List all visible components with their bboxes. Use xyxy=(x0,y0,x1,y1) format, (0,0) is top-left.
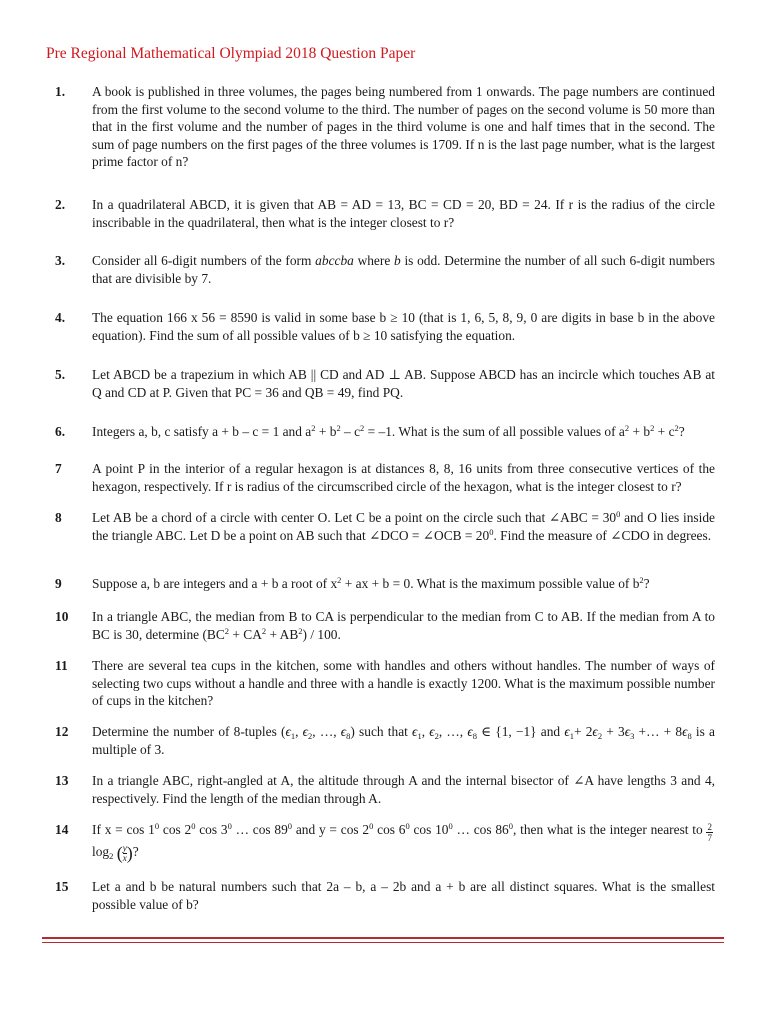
question-text: If $x = \cos 1^0$ $\cos 2^0$ $\cos 3^0$ … $\cos 89^0$ and $y = \cos 2^0$ $\cos 6^0$ $\cos 10^0$ … $\cos 86^0$, then what is the integer nearest to $\frac{2}{7}$ $\log_2$ ( $\frac{y}{x}$ )? xyxy=(92,821,712,863)
question-text: Integers a, b, c satisfy a + b – c = 1 and $a^2 + b^2 - c^2 = -1$. What is the sum of all possible values of $a^2 + b^2 + c^2$? xyxy=(92,423,685,439)
question-number: 2. xyxy=(55,197,66,212)
question-text: Let ABCD be a trapezium in which AB || CD and AD ⊥ AB. Suppose ABCD has an incircle which touches AB at Q and CD at P. Given that PC = 36 and QB = 49, find PQ. xyxy=(92,367,715,400)
question-11 xyxy=(55,657,715,710)
question-number: 12 xyxy=(55,724,69,739)
question-1 xyxy=(55,83,715,171)
question-number: 7 xyxy=(55,461,62,476)
question-14 xyxy=(55,821,715,863)
question-3 xyxy=(55,252,715,287)
question-text: The equation 166 x 56 = 8590 is valid in some base b ≥ 10 (that is 1, 6, 5, 8, 9, 0 are digits in base b in the above equation). Find the sum of all possible values of b ≥ 10 satisfying the equation. xyxy=(92,310,715,343)
question-text: A point P in the interior of a regular hexagon is at distances 8, 8, 16 units from three consecutive vertices of the hexagon, respectively. If r is radius of the circumscribed circle of the hexagon, what is the integer closest to r? xyxy=(92,461,715,494)
question-13 xyxy=(55,772,715,807)
question-text: In a triangle ABC, the median from B to CA is perpendicular to the median from C to AB. If the median from A to BC is 30, determine $(BC^2 + CA^2 + AB^2) / 100$. xyxy=(92,609,715,642)
question-12 xyxy=(55,723,715,758)
question-number: 11 xyxy=(55,658,68,673)
question-text: In a quadrilateral ABCD, it is given that AB = AD = 13, BC = CD = 20, BD = 24. If r is the radius of the circle inscribable in the quadrilateral, then what is the integer closest to r? xyxy=(92,197,715,230)
question-number: 4. xyxy=(55,310,66,325)
question-text: In a triangle ABC, right-angled at A, the altitude through A and the internal bisector of ∠A have lengths 3 and 4, respectively. Find the length of the median through A. xyxy=(92,773,715,806)
question-number: 5. xyxy=(55,367,66,382)
page-title: Pre Regional Mathematical Olympiad 2018 Question Paper xyxy=(46,45,416,62)
footer-rule-thin xyxy=(42,942,724,943)
question-10 xyxy=(55,608,715,643)
question-text: Consider all 6-digit numbers of the form abccba where b is odd. Determine the number of all such 6-digit numbers that are divisible by 7. xyxy=(92,253,715,286)
question-text: Let AB be a chord of a circle with center O. Let C be a point on the circle such that ∠ABC = $30^0$ and O lies inside the triangle ABC. Let D be a point on AB such that ∠DCO = ∠OCB = $20^0$. Find the measure of ∠CDO in degrees. xyxy=(92,509,715,543)
question-number: 13 xyxy=(55,773,69,788)
question-5 xyxy=(55,366,715,401)
question-6 xyxy=(55,423,715,441)
question-number: 10 xyxy=(55,609,69,624)
question-number: 8 xyxy=(55,510,62,525)
footer-rule-thick xyxy=(42,937,724,939)
question-number: 9 xyxy=(55,576,62,591)
question-text: Determine the number of 8-tuples ($\epsilon_1$, $\epsilon_2$, …, $\epsilon_8$) such that $\epsilon_1$, $\epsilon_2$, …, $\epsilon_8$ ∈ {1, −1} and $\epsilon_1+ 2\epsilon_2 + 3\epsilon_3$ +… + $8\epsilon_8$ is a multiple of 3. xyxy=(92,724,715,757)
question-15 xyxy=(55,878,715,913)
question-text: A book is published in three volumes, the pages being numbered from 1 onwards. The page numbers are continued from the first volume to the second volume to the third. The number of pages on the second volume is 50 more than that in the first volume and the number of pages in the third volume is one and half times that in the second. The sum of page numbers on the first pages of the three volumes is 1709. If n is the last page number, what is the largest prime factor of n? xyxy=(92,84,715,170)
question-2 xyxy=(55,196,715,231)
question-9 xyxy=(55,575,715,593)
question-number: 1. xyxy=(55,84,66,99)
question-number: 3. xyxy=(55,253,66,268)
question-number: 15 xyxy=(55,879,69,894)
question-text: Suppose a, b are integers and a + b a root of $x^2$ + ax + b = 0. What is the maximum possible value of $b^2$? xyxy=(92,575,650,591)
question-7 xyxy=(55,460,715,495)
question-number: 14 xyxy=(55,822,69,837)
question-text: There are several tea cups in the kitchen, some with handles and others without handles. The number of ways of selecting two cups without a handle and three with a handle is exactly 1200. What is the maximum possible number of cups in the kitchen? xyxy=(92,658,715,709)
question-text: Let a and b be natural numbers such that 2a – b, a – 2b and a + b are all distinct squares. What is the smallest possible value of b? xyxy=(92,879,715,912)
question-number: 6. xyxy=(55,424,66,439)
question-4 xyxy=(55,309,715,344)
question-8 xyxy=(55,509,715,544)
